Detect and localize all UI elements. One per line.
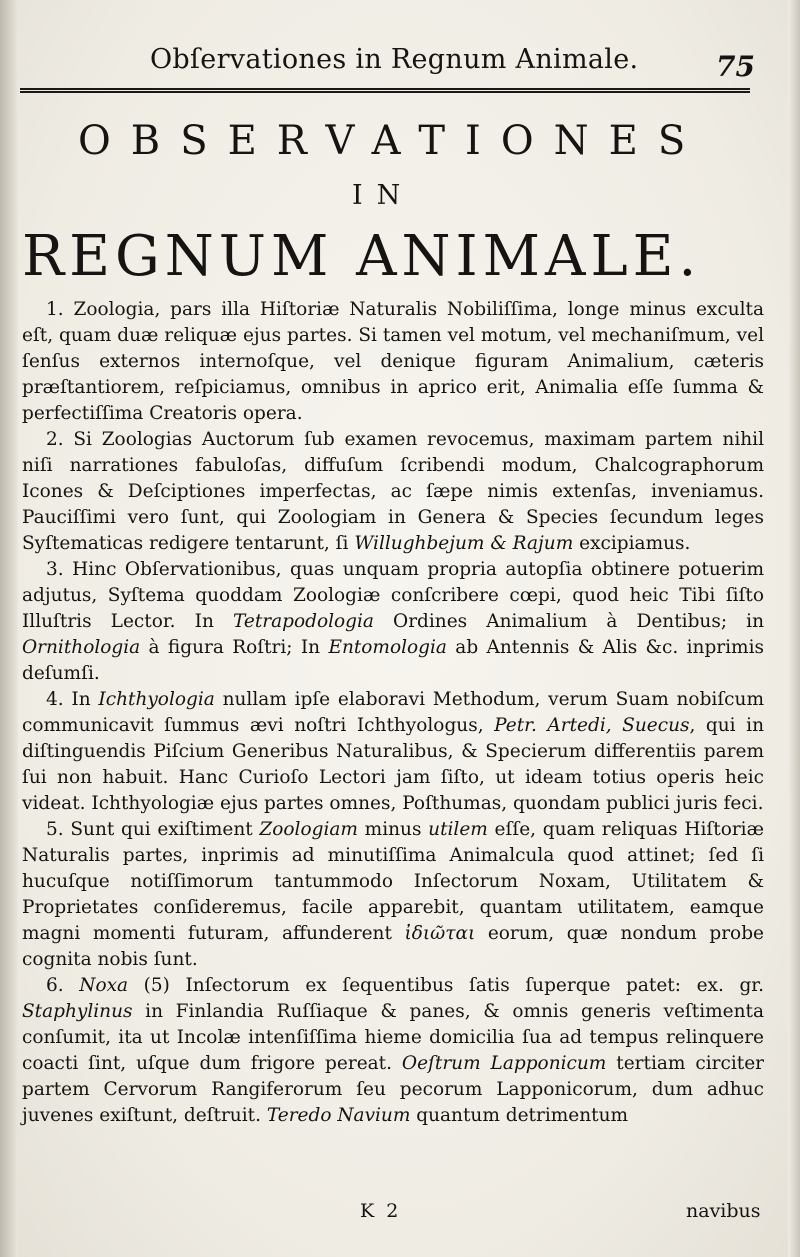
paragraph-1 <box>22 297 764 427</box>
text-run: 3. Hinc Obſervationibus, quas unquam propria autopſia obtinere potuerim adjutus, Syſtema quoddam Zoologiæ conſcribere cœpi, quod heic Tibi ſiſto Illuſtris Lector. In <box>22 559 764 632</box>
text-run: quantum detrimentum <box>410 1105 629 1126</box>
signature-mark: K 2 <box>360 1200 402 1222</box>
italic-term: Ichthyologia <box>98 689 215 710</box>
running-head: Obſervationes in Regnum Animale. <box>150 44 639 75</box>
greek-term: ἰδιῶται <box>404 923 476 944</box>
text-run: excipiamus. <box>573 533 691 554</box>
italic-term: Oeſtrum Lapponicum <box>401 1053 607 1074</box>
paragraph-6 <box>22 973 764 1129</box>
text-run: 1. Zoologia, pars illa Hiſtoriæ Naturalis Nobiliſſima, longe minus exculta eſt, quam duæ reliquæ ejus partes. Si tamen vel motum, vel mechaniſmum, vel ſenſus externos internoſque, vel denique figuram Animalium, cæteris præſtantiorem, reſpiciamus, omnibus in aprico erit, Animalia eſſe ſumma & perfectiſſima Creatoris opera. <box>22 299 764 424</box>
text-run: minus <box>357 819 429 840</box>
text-run: tertiam circiter partem Cervorum Rangiferorum ſeu pecorum Lapponicorum, dum adhuc juvenes exiſtunt, deſtruit. <box>22 1053 764 1126</box>
italic-names: Willughbejum & Rajum <box>354 533 574 554</box>
italic-term: Teredo Navium <box>266 1105 411 1126</box>
header-rule <box>20 88 750 96</box>
italic-term: utilem <box>428 819 488 840</box>
italic-term: Ornithologia <box>22 637 141 658</box>
italic-names: Petr. Artedi, Suecus <box>494 715 690 736</box>
title-line-regnum-animale: REGNUM ANIMALE. <box>22 224 702 289</box>
text-run: 4. In <box>46 689 99 710</box>
text-run: in Finlandia Ruſſiaque & panes, & omnis generis veſtimenta conſumit, ita ut Incolæ intenſiſſima hieme domicilia ſua ad tempus relinquere coacti ſint, uſque dum frigore pereat. <box>22 1001 764 1074</box>
paragraph-4 <box>22 687 764 817</box>
text-run: 2. Si Zoologias Auctorum ſub examen revocemus, maximam partem nihil niſi narrationes fabuloſas, diffuſum ſcribendi modum, Chalcographorum Icones & Deſciptiones imperfectas, ac ſæpe nimis extenſas, inveniamus. Pauciſſimi vero ſunt, qui Zoologiam in Genera & Species ſecundum leges Syſtematicas redigere tentarunt, ſi <box>22 429 764 554</box>
italic-term: Tetrapodologia <box>232 611 374 632</box>
page-number: 75 <box>716 50 755 83</box>
italic-term: Noxa <box>79 975 129 996</box>
text-run: , qui in diſtinguendis Piſcium Generibus Naturalibus, & Specierum differentiis parem ſui non habuit. Hanc Curioſo Lectori jam ſiſto, ut ideam totius operis heic videat. Ichthyologiæ ejus partes omnes, Poſthumas, quondam publici juris feci. <box>22 715 764 814</box>
text-run: eorum, quæ nondum probe cognita nobis ſunt. <box>22 923 764 970</box>
text-run: eſſe, quam reliquas Hiſtoriæ Naturalis partes, inprimis ad minutiſſima Animalcula quod attinet; ſed ſi hucuſque notiſſimorum tantummodo Inſectorum Noxam, Utilitatem & Proprietates conſideremus, facile apparebit, quantam utilitatem, eamque magni momenti futuram, affunderent <box>22 819 764 944</box>
text-run: Ordines Animalium à Dentibus; in <box>373 611 764 632</box>
title-line-in: IN <box>352 180 415 211</box>
text-run: nullam ipſe elaboravi Methodum, verum Suam nobiſcum communicavit ſummus ævi noſtri Ichthyologus, <box>22 689 764 736</box>
title-line-observationes: OBSERVATIONES <box>78 118 706 164</box>
paragraph-2 <box>22 427 764 557</box>
text-run: ab Antennis & Alis &c. inprimis deſumſi. <box>22 637 764 684</box>
italic-term: Zoologiam <box>259 819 358 840</box>
body-text <box>22 297 764 1129</box>
text-run: (5) Inſectorum ex ſequentibus ſatis ſuperque patet: ex. gr. <box>128 975 764 996</box>
text-run: 5. Sunt qui exiſtiment <box>46 819 260 840</box>
paragraph-5 <box>22 817 764 973</box>
page-left-edge-shadow <box>0 0 18 1257</box>
italic-term: Staphylinus <box>22 1001 133 1022</box>
paragraph-3 <box>22 557 764 687</box>
catchword: navibus <box>686 1200 761 1222</box>
page-right-edge-shadow <box>788 0 800 1257</box>
text-run: 6. <box>46 975 80 996</box>
text-run: à figura Roſtri; In <box>140 637 329 658</box>
italic-term: Entomologia <box>328 637 447 658</box>
